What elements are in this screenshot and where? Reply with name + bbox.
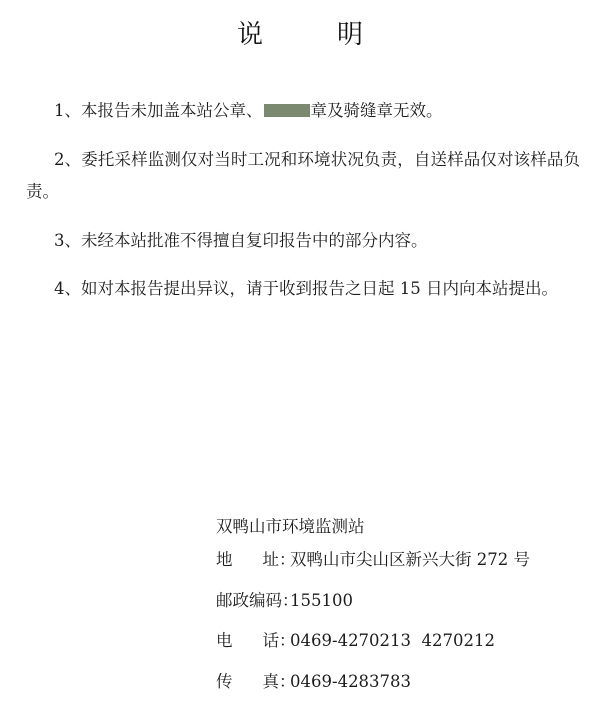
clause-item-3: 3、未经本站批准不得擅自复印报告中的部分内容。 <box>54 230 428 250</box>
footer-fax-label: 传 真： <box>216 671 296 691</box>
clause-1-text-before: 1、本报告未加盖本站公章、 <box>54 101 263 120</box>
document-footer <box>0 514 602 702</box>
clause-list <box>0 95 602 305</box>
footer-postcode-value: 155100 <box>290 590 353 610</box>
footer-fax-value: 0469-4283783 <box>290 671 412 691</box>
page-title <box>0 14 602 51</box>
clause-1-text-after: 章及骑缝章无效。 <box>310 101 443 120</box>
page-title-char-2: 明 <box>337 20 366 50</box>
footer-phone-row <box>0 621 602 661</box>
footer-postcode-label: 邮政编码： <box>216 590 299 610</box>
footer-address-label: 地 址： <box>216 550 296 570</box>
footer-phone-value: 0469-4270213 4270212 <box>290 631 496 651</box>
document-page <box>0 14 602 715</box>
redaction-block <box>264 104 310 117</box>
page-title-char-1: 说 <box>236 20 265 50</box>
footer-phone-label: 电 话： <box>216 631 296 651</box>
footer-fax-row <box>0 662 602 702</box>
footer-organization: 双鸭山市环境监测站 <box>216 517 365 536</box>
footer-postcode-row <box>0 581 602 621</box>
clause-item-2: 2、委托采样监测仅对当时工况和环境状况负责，自送样品仅对该样品负责。 <box>26 149 580 201</box>
footer-address-row <box>0 540 602 580</box>
footer-address-value: 双鸭山市尖山区新兴大街 272 号 <box>290 550 530 570</box>
clause-item-4: 4、如对本报告提出异议，请于收到报告之日起 15 日内向本站提出。 <box>54 279 558 299</box>
clause-item-1 <box>26 95 580 127</box>
